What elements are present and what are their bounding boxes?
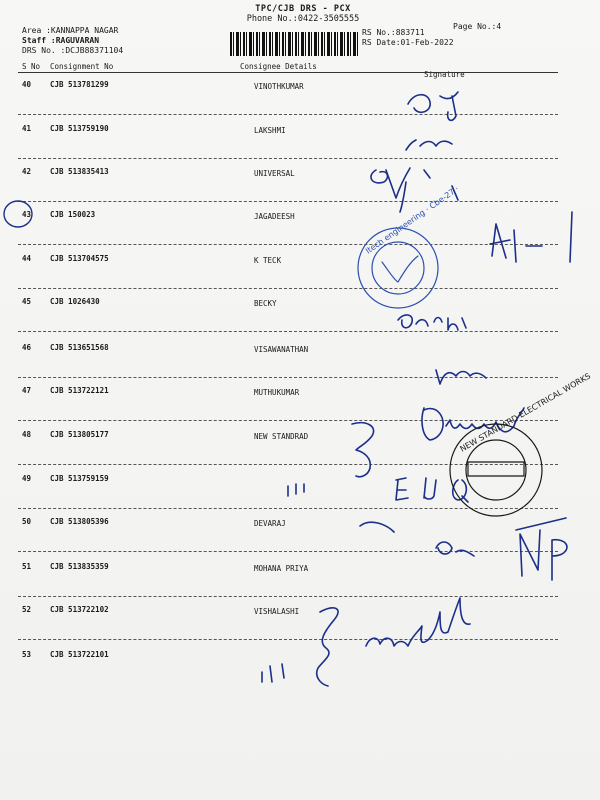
row-sno: 46 — [22, 343, 32, 352]
new-standard-stamp-text: NEW STANDARD ELECTRICAL WORKS — [458, 371, 593, 454]
row-consignment: CJB 150023 — [50, 210, 96, 219]
col-consignment: Consignment No — [50, 62, 114, 71]
row-43-circle-mark — [4, 201, 32, 227]
signature-51 — [436, 542, 474, 556]
row-sno: 40 — [22, 80, 32, 89]
row-sno: 50 — [22, 517, 32, 526]
row-sno: 52 — [22, 605, 32, 614]
row-consignment: CJB 1026430 — [50, 297, 100, 306]
signature-43 — [490, 212, 572, 262]
sheet-title: TPC/CJB DRS - PCX — [255, 4, 351, 14]
rs-number: RS No.:883711 — [362, 28, 425, 37]
row-consignment: CJB 513781299 — [50, 80, 109, 89]
row-consignment: CJB 513759190 — [50, 124, 109, 133]
signature-49b — [288, 484, 304, 496]
col-signature: Signature — [424, 70, 465, 79]
staff-label: Staff :RAGUVARAN — [22, 36, 100, 45]
row-consignment: CJB 513722102 — [50, 605, 109, 614]
row-sno: 47 — [22, 386, 32, 395]
signature-45 — [398, 315, 466, 330]
signature-53 — [262, 664, 284, 682]
col-consignee: Consignee Details — [240, 62, 317, 71]
row-consignment: CJB 513805396 — [50, 517, 109, 526]
row-consignee: JAGADEESH — [254, 212, 295, 221]
row-consignment: CJB 513651568 — [50, 343, 109, 352]
row-consignment: CJB 513835413 — [50, 167, 109, 176]
itech-stamp — [358, 228, 438, 308]
signature-48 — [352, 423, 374, 477]
row-consignee: MUTHUKUMAR — [254, 388, 300, 397]
signature-41 — [406, 140, 452, 150]
rs-date: RS Date:01-Feb-2022 — [362, 38, 454, 47]
itech-stamp-text: Itech engineering · Cbe-27 · — [363, 184, 461, 256]
row-consignment: CJB 513805177 — [50, 430, 109, 439]
signature-52 — [366, 598, 470, 646]
page-number: Page No.:4 — [453, 22, 502, 31]
row-consignee: NEW STANDRAD — [254, 432, 309, 441]
row-consignment: CJB 513722101 — [50, 650, 109, 659]
row-sno: 49 — [22, 474, 32, 483]
signature-51b — [516, 518, 567, 580]
row-consignee: MOHANA PRIYA — [254, 564, 309, 573]
row-sno: 43 — [22, 210, 32, 219]
row-sno: 51 — [22, 562, 32, 571]
new-standard-stamp — [450, 424, 542, 516]
row-sno: 41 — [22, 124, 32, 133]
row-sno: 44 — [22, 254, 32, 263]
row-sno: 53 — [22, 650, 32, 659]
row-consignment: CJB 513704575 — [50, 254, 109, 263]
signature-46 — [436, 370, 486, 384]
phone-number: Phone No.:0422-3505555 — [246, 14, 360, 24]
col-sno: S No — [22, 62, 41, 71]
row-consignment: CJB 513722121 — [50, 386, 109, 395]
signature-49 — [396, 478, 468, 502]
row-sno: 48 — [22, 430, 32, 439]
row-consignment: CJB 513759159 — [50, 474, 109, 483]
row-sno: 45 — [22, 297, 32, 306]
row-sno: 42 — [22, 167, 32, 176]
row-consignee: DEVARAJ — [254, 519, 286, 528]
row-consignee: VISHALASHI — [254, 607, 300, 616]
row-consignment: CJB 513835359 — [50, 562, 109, 571]
row-consignee: VISAWANATHAN — [254, 345, 309, 354]
row-consignee: BECKY — [254, 299, 277, 308]
signature-50 — [360, 522, 394, 532]
row-consignee: VINOTHKUMAR — [254, 82, 304, 91]
area-label: Area :KANNAPPA NAGAR — [22, 26, 119, 35]
row-consignee: K TECK — [254, 256, 282, 265]
signature-40 — [408, 92, 458, 120]
signature-42 — [371, 168, 458, 212]
row-consignee: UNIVERSAL — [254, 169, 295, 178]
row-consignee: LAKSHMI — [254, 126, 286, 135]
drs-number: DRS No. :DCJB88371104 — [22, 46, 124, 55]
signature-52b — [317, 608, 338, 686]
